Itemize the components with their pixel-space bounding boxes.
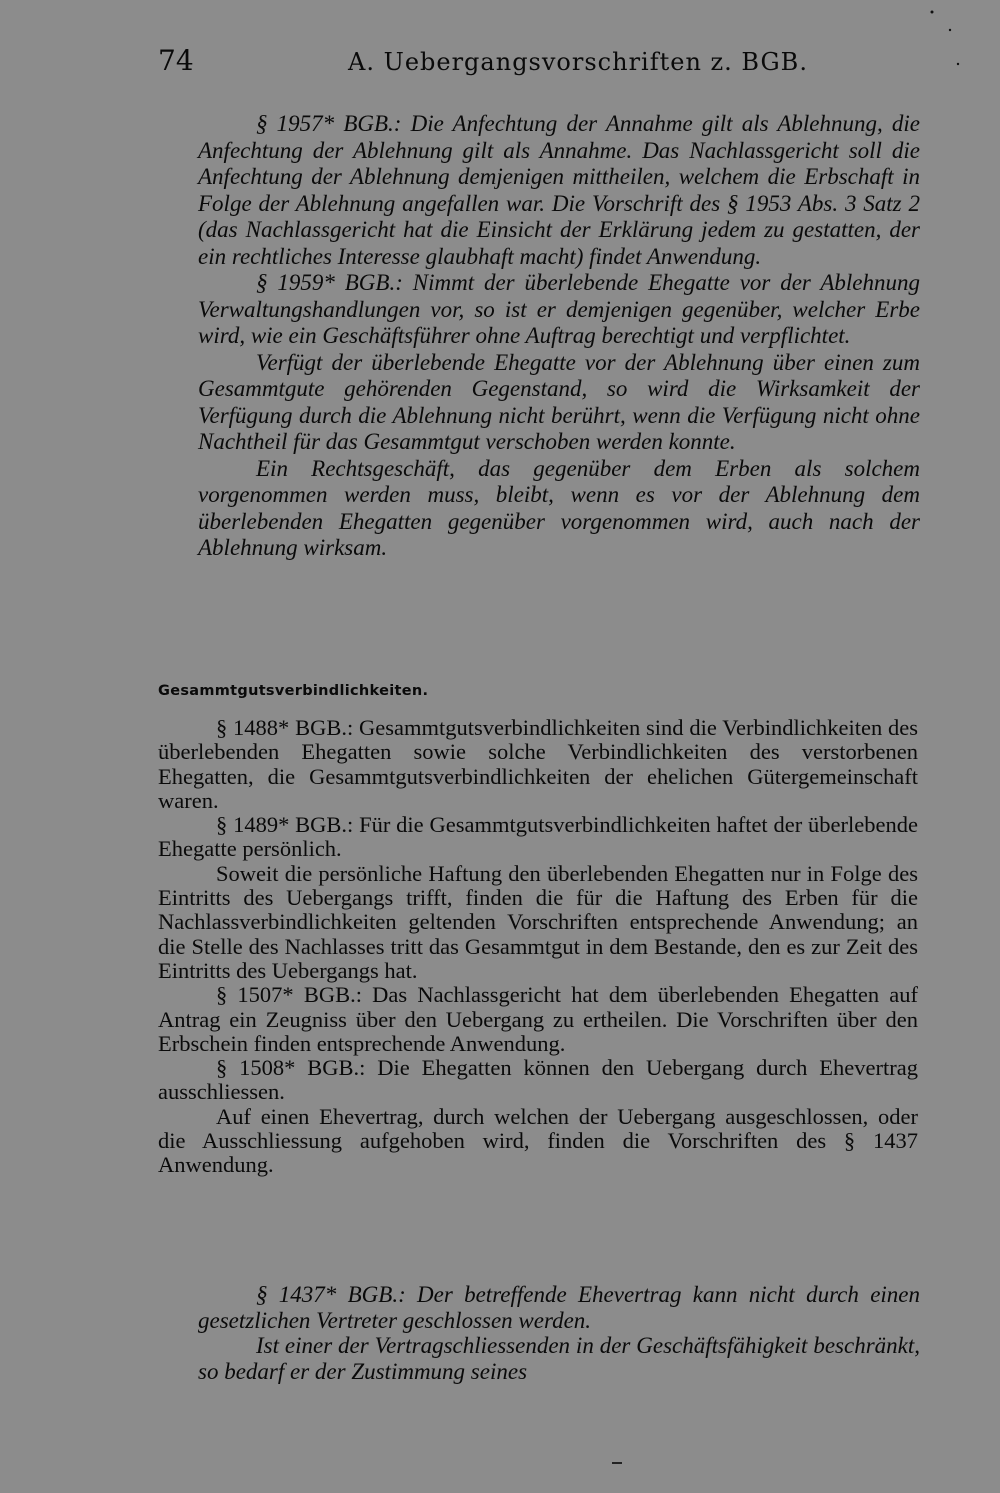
paragraph-soweit: Soweit die persönliche Haftung den überlebenden Ehegatten nur in Folge des Eintritts des Uebergangs trifft, finden die für die Haftung des Erben für die Nachlassverbindlichkeiten geltenden Vorschriften entsprechende Anwendung; an die Stelle des Nachlasses tritt das Gesammtgut in dem Bestande, den es zur Zeit des Eintritts des Uebergangs hat. — [158, 860, 918, 983]
paragraph-verfuegt: Verfügt der überlebende Ehegatte vor der Ablehnung über einen zum Gesammtgute gehörenden Gegenstand, so wird die Wirksamkeit der Verfügung durch die Ablehnung nicht berührt, wenn die Verfügung nicht ohne Nachtheil für das Gesammtgut verschoben werden konnte. — [198, 349, 920, 454]
paragraph-geschaeftsfaehigkeit: Ist einer der Vertragschliessenden in der Geschäftsfähigkeit beschränkt, so bedarf er der Zustimmung seines — [198, 1333, 920, 1384]
paragraph-ehevertrag: Auf einen Ehevertrag, durch welchen der Uebergang ausgeschlossen, oder die Ausschliessung aufgehoben wird, finden die Vorschriften des § 1437 Anwendung. — [158, 1103, 918, 1178]
running-head: A. Uebergangsvorschriften z. BGB. — [348, 48, 808, 76]
page-number: 74 — [158, 44, 194, 77]
paragraph-1489: § 1489* BGB.: Für die Gesammtgutsverbindlichkeiten haftet der überlebende Ehegatte persönlich. — [158, 812, 918, 862]
paragraph-1957: § 1957* BGB.: Die Anfechtung der Annahme gilt als Ablehnung, die Anfechtung der Ablehnung gilt als Annahme. Das Nachlassgericht soll die Anfechtung der Ablehnung demjenigen mittheilen, welchem die Erbschaft in Folge der Ablehnung angefallen war. Die Vorschrift des § 1953 Abs. 3 Satz 2 (das Nachlassgericht hat die Einsicht der Erklärung jedem zu gestatten, der ein rechtliches Interesse glaubhaft macht) findet Anwendung. — [198, 111, 920, 269]
paragraph-1507: § 1507* BGB.: Das Nachlassgericht hat dem überlebenden Ehegatten auf Antrag ein Zeugniss über den Uebergang zu ertheilen. Die Vorschriften über den Erbschein finden entsprechende Anwendung. — [158, 982, 918, 1056]
paragraph-rechtsgeschaeft: Ein Rechtsgeschäft, das gegenüber dem Erben als solchem vorgenommen werden muss, bleibt, wenn es vor der Ablehnung dem überlebenden Ehegatten gegenüber vorgenommen wird, auch nach der Ablehnung wirksam. — [198, 455, 920, 560]
section-heading: Gesammtgutsverbindlichkeiten. — [158, 683, 429, 699]
paragraph-1959: § 1959* BGB.: Nimmt der überlebende Ehegatte vor der Ablehnung Verwaltungshandlungen vor, so ist er demjenigen gegenüber, welcher Erbe wird, wie ein Geschäftsführer ohne Auftrag berechtigt und verpflichtet. — [198, 270, 920, 348]
paragraph-1437: § 1437* BGB.: Der betreffende Ehevertrag kann nicht durch einen gesetzlichen Vertreter geschlossen werden. — [198, 1282, 920, 1333]
paragraph-1488: § 1488* BGB.: Gesammtgutsverbindlichkeiten sind die Verbindlichkeiten des überlebenden Ehegatten sowie solche Verbindlichkeiten des verstorbenen Ehegatten, die Gesammtgutsverbindlichkeiten der ehelichen Gütergemeinschaft waren. — [158, 715, 918, 813]
paragraph-1508: § 1508* BGB.: Die Ehegatten können den Uebergang durch Ehevertrag ausschliessen. — [158, 1055, 918, 1105]
